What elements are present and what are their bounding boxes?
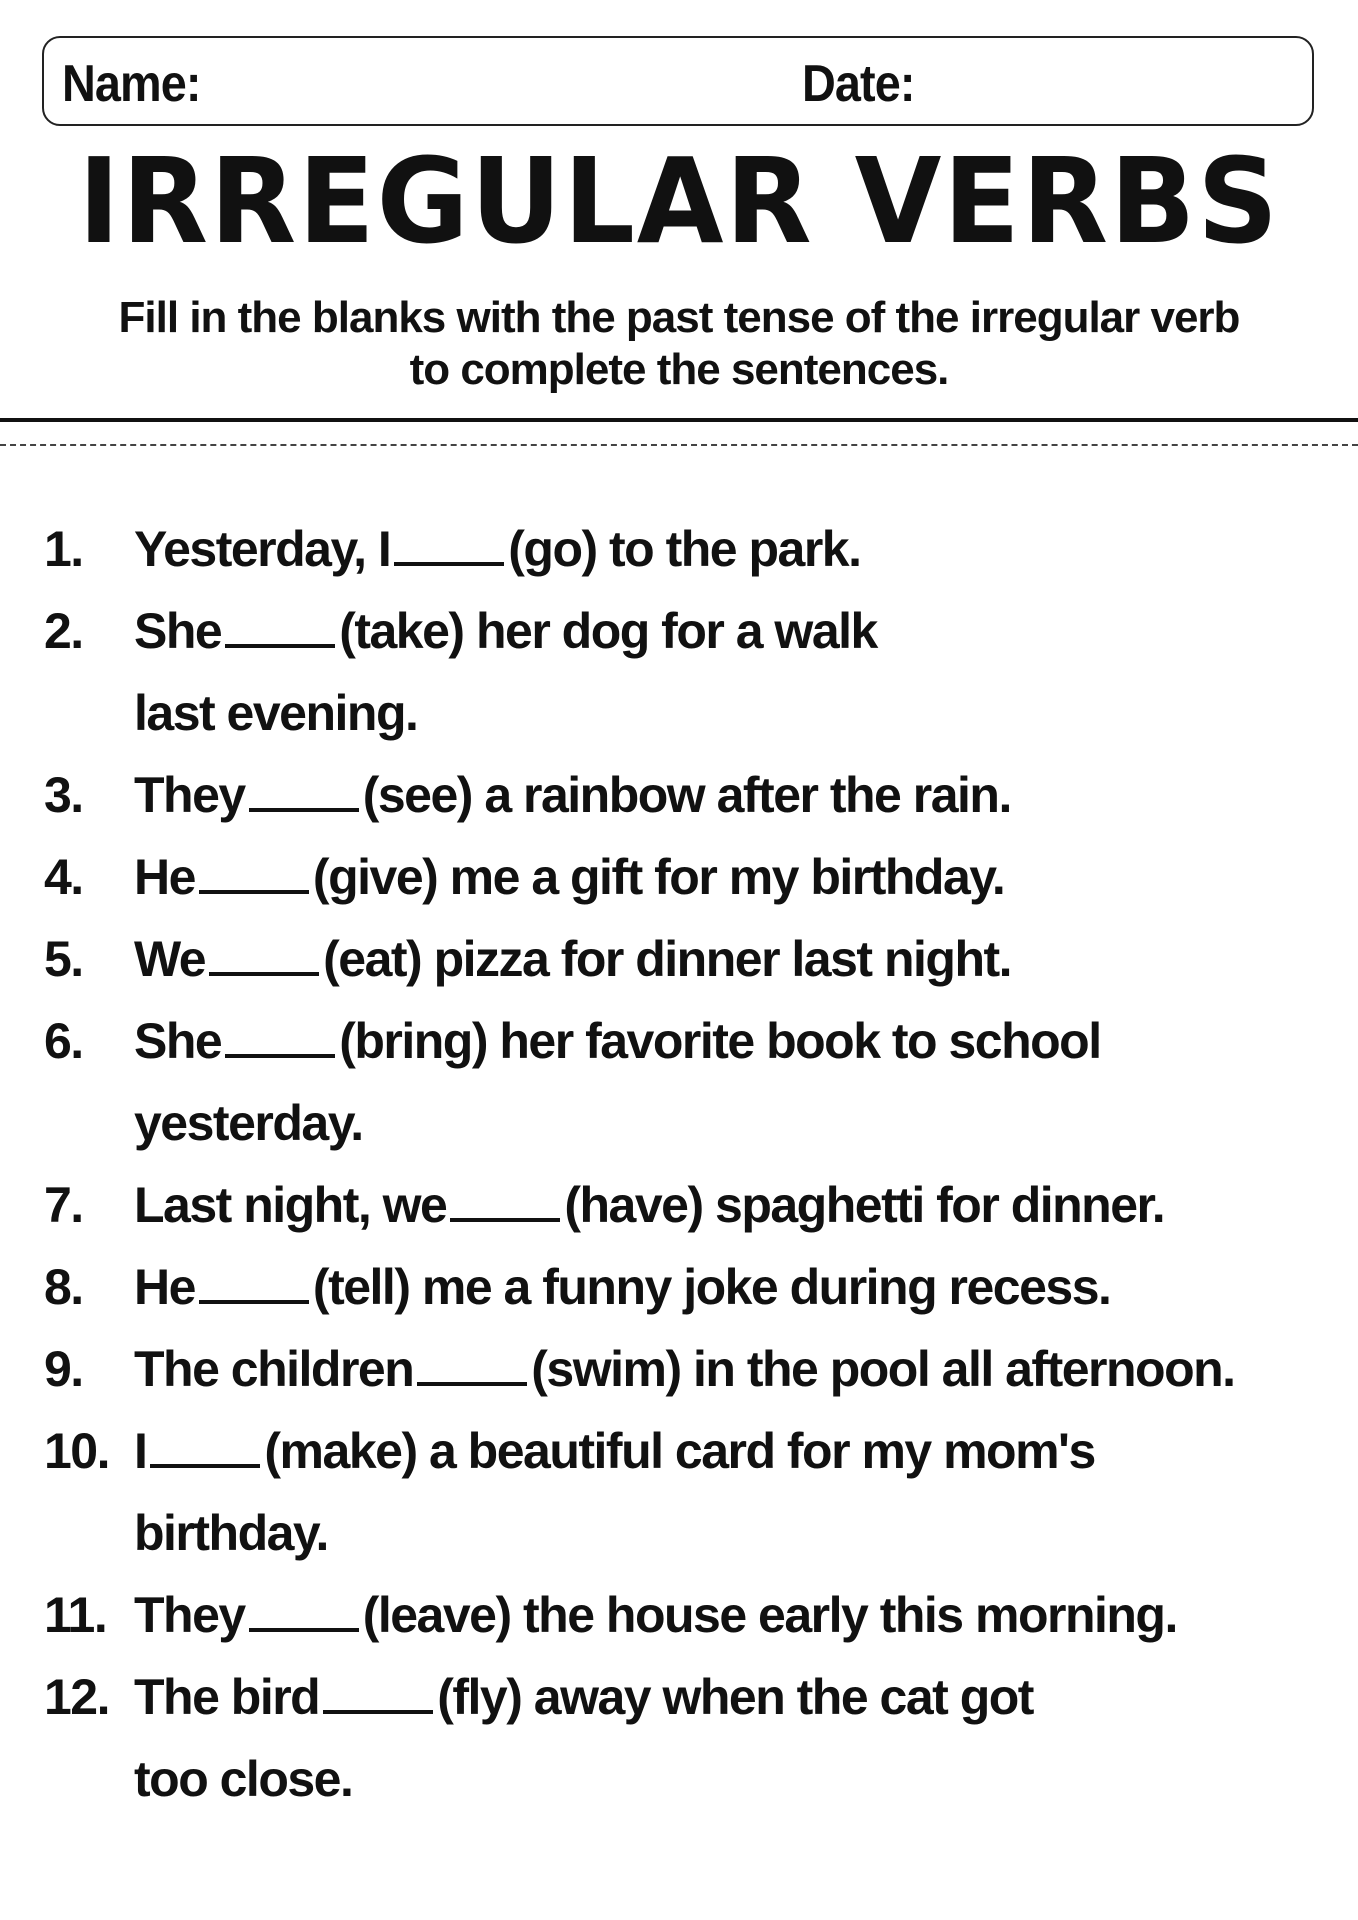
- answer-blank[interactable]: [199, 850, 309, 894]
- question-text-after: (bring) her favorite book to school: [339, 1013, 1101, 1069]
- question-text-before: Last night, we: [134, 1177, 447, 1233]
- question-number: 9.: [44, 1341, 83, 1397]
- question-text-before: I: [134, 1423, 147, 1479]
- instructions-line-1: Fill in the blanks with the past tense of the irregular verb: [118, 293, 1240, 342]
- question-10: [44, 1410, 1344, 1574]
- answer-blank[interactable]: [199, 1260, 309, 1304]
- question-text-after: (have) spaghetti for dinner.: [564, 1177, 1165, 1233]
- question-number: 10.: [44, 1423, 110, 1479]
- question-text-after: (make) a beautiful card for my mom's: [264, 1423, 1095, 1479]
- question-text-continued: birthday.: [134, 1505, 328, 1561]
- question-number: 4.: [44, 849, 83, 905]
- question-8: [44, 1246, 1344, 1328]
- question-number: 12.: [44, 1669, 110, 1725]
- question-7: [44, 1164, 1344, 1246]
- question-9: [44, 1328, 1344, 1410]
- name-label: Name:: [62, 55, 201, 113]
- question-text-after: (tell) me a funny joke during recess.: [312, 1259, 1111, 1315]
- question-text-after: (see) a rainbow after the rain.: [362, 767, 1011, 823]
- answer-blank[interactable]: [323, 1670, 433, 1714]
- question-text-after: (take) her dog for a walk: [339, 603, 877, 659]
- question-2: [44, 590, 1344, 754]
- answer-blank[interactable]: [450, 1178, 560, 1222]
- question-number: 11.: [44, 1587, 107, 1643]
- question-text-after: (swim) in the pool all afternoon.: [531, 1341, 1235, 1397]
- question-text-continued: too close.: [134, 1751, 353, 1807]
- question-text-after: (go) to the park.: [508, 521, 861, 577]
- question-text-continued: yesterday.: [134, 1095, 363, 1151]
- question-3: [44, 754, 1344, 836]
- question-12: [44, 1656, 1344, 1820]
- name-date-box: [42, 36, 1314, 126]
- question-number: 6.: [44, 1013, 83, 1069]
- question-list: [44, 508, 1344, 1820]
- question-6: [44, 1000, 1344, 1164]
- question-text-before: We: [134, 931, 206, 987]
- question-text-after: (eat) pizza for dinner last night.: [323, 931, 1012, 987]
- question-text-after: (give) me a gift for my birthday.: [312, 849, 1005, 905]
- answer-blank[interactable]: [249, 768, 359, 812]
- answer-blank[interactable]: [225, 604, 335, 648]
- question-text-before: She: [134, 603, 222, 659]
- question-number: 5.: [44, 931, 83, 987]
- date-label: Date:: [802, 55, 915, 113]
- question-text-before: The bird: [134, 1669, 320, 1725]
- question-1: [44, 508, 1344, 590]
- instructions-line-2: to complete the sentences.: [409, 345, 949, 394]
- solid-divider: [0, 418, 1358, 422]
- answer-blank[interactable]: [225, 1014, 335, 1058]
- answer-blank[interactable]: [417, 1342, 527, 1386]
- question-text-before: He: [134, 1259, 195, 1315]
- question-text-before: Yesterday, I: [134, 521, 391, 577]
- question-text-continued: last evening.: [134, 685, 418, 741]
- question-number: 1.: [44, 521, 83, 577]
- question-text-after: (leave) the house early this morning.: [362, 1587, 1177, 1643]
- question-text-before: He: [134, 849, 195, 905]
- dashed-divider: [0, 444, 1358, 446]
- question-text-before: They: [134, 1587, 245, 1643]
- answer-blank[interactable]: [249, 1588, 359, 1632]
- question-4: [44, 836, 1344, 918]
- question-number: 2.: [44, 603, 83, 659]
- instructions: [20, 292, 1338, 396]
- question-number: 7.: [44, 1177, 83, 1233]
- answer-blank[interactable]: [209, 932, 319, 976]
- answer-blank[interactable]: [394, 522, 504, 566]
- question-text-before: They: [134, 767, 245, 823]
- question-text-before: The children: [134, 1341, 414, 1397]
- worksheet-title: IRREGULAR VERBS: [78, 132, 1280, 270]
- question-number: 8.: [44, 1259, 83, 1315]
- question-5: [44, 918, 1344, 1000]
- question-text-before: She: [134, 1013, 222, 1069]
- question-number: 3.: [44, 767, 83, 823]
- question-11: [44, 1574, 1344, 1656]
- question-text-after: (fly) away when the cat got: [437, 1669, 1033, 1725]
- answer-blank[interactable]: [150, 1424, 260, 1468]
